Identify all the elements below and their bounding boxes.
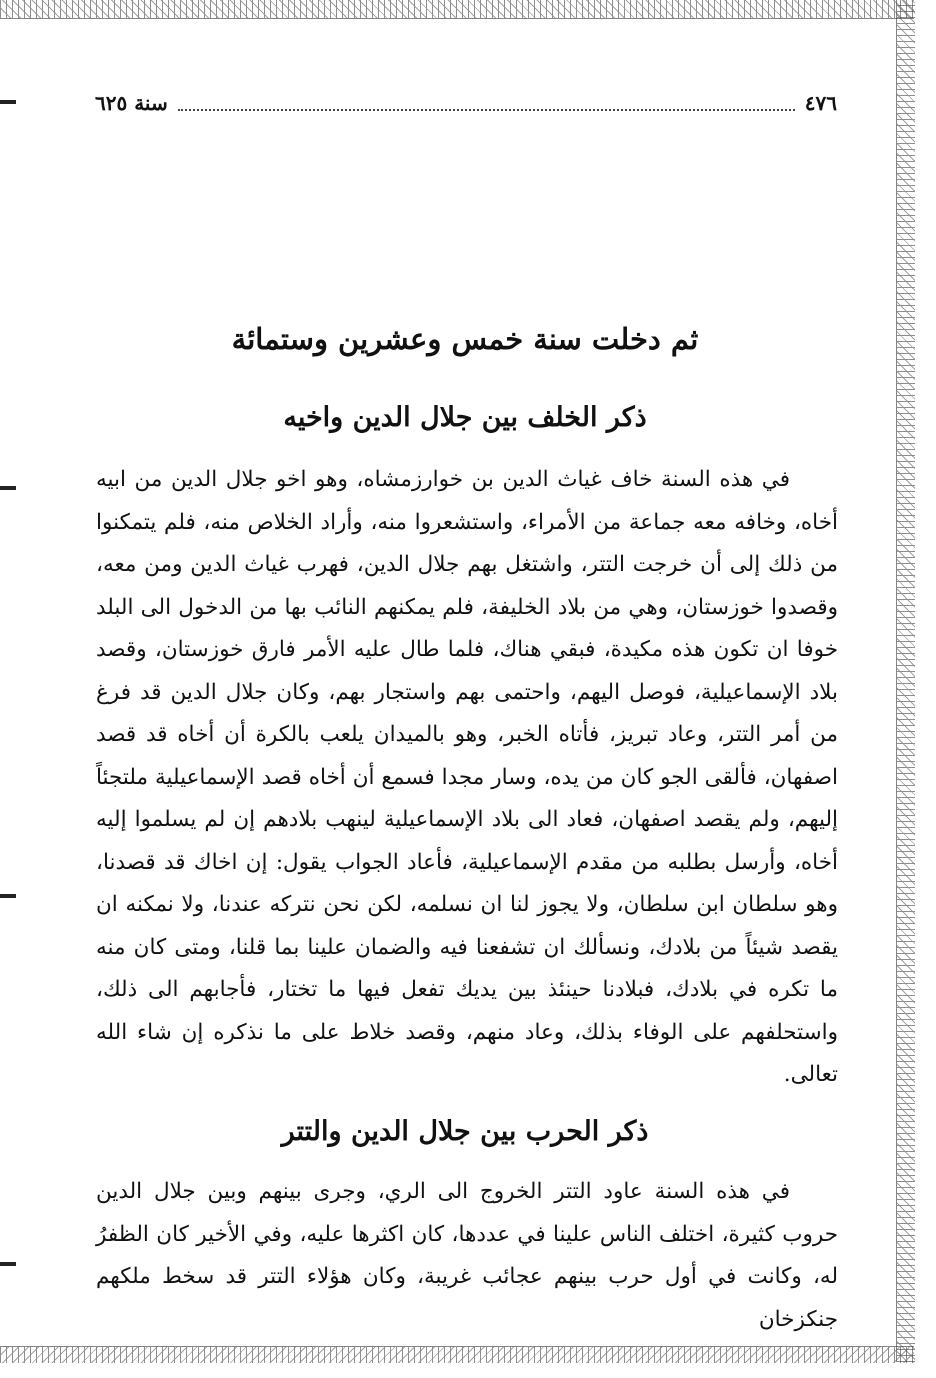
section-title: ذكر الخلف بين جلال الدين واخيه bbox=[283, 402, 647, 433]
section-title: ذكر الحرب بين جلال الدين والتتر bbox=[281, 1116, 649, 1147]
margin-mark bbox=[0, 486, 16, 490]
margin-mark bbox=[0, 100, 16, 104]
page-number: ٤٧٦ bbox=[804, 91, 837, 115]
ornamental-border-right bbox=[896, 0, 915, 1362]
header-leader-dots bbox=[178, 95, 795, 111]
ornamental-border-top bbox=[0, 0, 914, 19]
section-paragraph: في هذه السنة خاف غياث الدين بن خوارزمشاه، وهو اخو جلال الدين من ابيه أخاه، وخافه معه جماعة من الأمراء، واستشعروا منه، وأراد الخلاص منه، فلم يتمكنوا من ذلك إلى أن خرجت التتر، واشتغل بهم جلال الدين، فهرب غياث الدين ومن معه، وقصدوا خوزستان، وهي من بلاد الخليفة، فلم يمكنهم النائب بها من الدخول الى البلد خوفا ان تكون هذه مكيدة، فبقي هناك، فلما طال عليه الأمر فارق خوزستان، وقصد بلاد الإسماعيلية، فوصل اليهم، واحتمى بهم واستجار بهم، وكان جلال الدين قد فرغ من أمر التتر، وعاد تبريز، فأتاه الخبر، وهو بالميدان يلعب بالكرة أن أخاه قد قصد اصفهان، فألقى الجو كان من يده، وسار مجدا فسمع أن أخاه قصد الإسماعيلية ملتجئاً إليهم، ولم يقصد اصفهان، فعاد الى بلاد الإسماعيلية لينهب بلادهم إن لم يسلموا إليه أخاه، وأرسل بطلبه من مقدم الإسماعيلية، فأعاد الجواب يقول: إن اخاك قد قصدنا، وهو سلطان ابن سلطان، ولا يجوز لنا ان نسلمه، لكن نحن نتركه عندنا، ولا نمكنه ان يقصد شيئاً من بلادك، ونسألك ان تشفعنا فيه والضمان علينا بما قلنا، ومتى كان منه ما تكره في بلادك، فبلادنا حينئذ بين يديك تفعل فيها ما تختار، فأجابهم الى ذلك، واستحلفهم على الوفاء بذلك، وعاد منهم، وقصد خلاط على ما نذكره إن شاء الله تعالى. bbox=[96, 467, 838, 1087]
section-paragraph: في هذه السنة عاود التتر الخروج الى الري، وجرى بينهم وبين جلال الدين حروب كثيرة، اختلف الناس علينا في عددها، كان اكثرها عليه، وفي الأخير كان الظفرُ له، وكانت في أول حرب بينهم عجائب غريبة، وكان هؤلاء التتر قد سخط ملكهم جنكزخان bbox=[96, 1179, 838, 1332]
chapter-title: ثم دخلت سنة خمس وعشرين وستمائة bbox=[231, 322, 699, 356]
margin-mark bbox=[0, 1262, 16, 1266]
ornamental-border-bottom bbox=[0, 1346, 914, 1363]
running-header bbox=[95, 88, 837, 118]
year-label: سنة ٦٢٥ bbox=[95, 91, 168, 115]
margin-mark bbox=[0, 894, 16, 898]
